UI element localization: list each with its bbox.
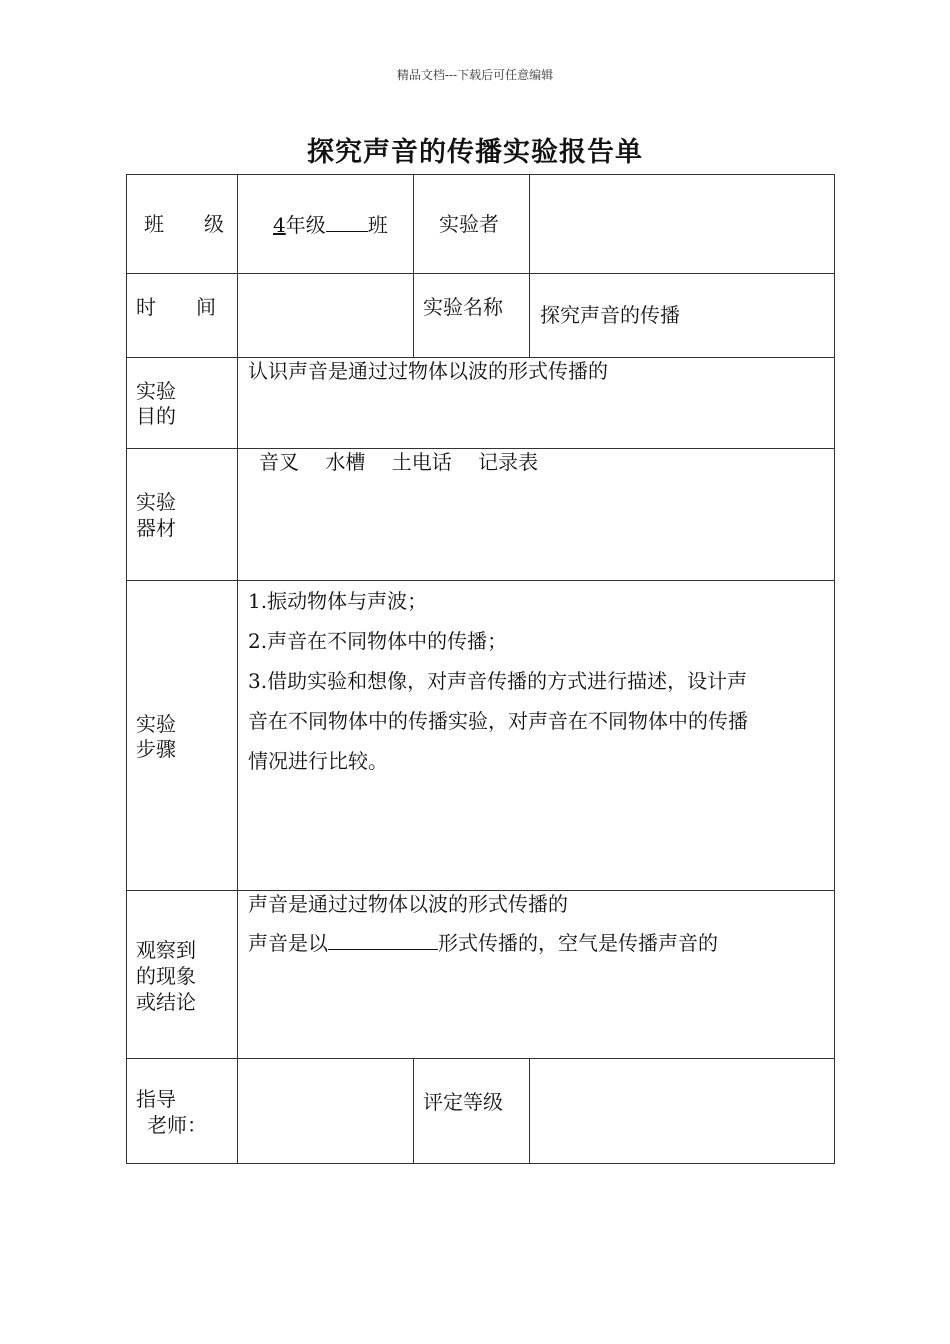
class-blank[interactable] (326, 211, 368, 232)
observation-line2-suffix: 形式传播的，空气是传播声音的 (438, 931, 718, 955)
class-label: 班 级 (144, 212, 224, 236)
document-title: 探究声音的传播实验报告单 (307, 137, 643, 168)
observation-label-line2: 的现象 (136, 964, 196, 988)
experiment-name-value-cell[interactable] (530, 274, 835, 358)
row-teacher (127, 1059, 835, 1164)
experimenter-label-cell (414, 175, 530, 274)
grade-text: 年级 (285, 213, 326, 237)
row-purpose (127, 358, 835, 449)
report-table (126, 174, 835, 1164)
row-steps (127, 581, 835, 891)
purpose-label-line1: 实验 (136, 379, 176, 403)
materials-text: 音叉 水槽 土电话 记录表 (259, 450, 539, 474)
grade-number: 4 (273, 213, 286, 237)
observation-line1: 声音是通过过物体以波的形式传播的 (248, 892, 568, 916)
purpose-label-cell (127, 358, 238, 449)
materials-label-line1: 实验 (136, 490, 176, 514)
class-value (273, 211, 388, 238)
grade-label: 评定等级 (423, 1090, 503, 1114)
experimenter-label: 实验者 (439, 212, 499, 236)
row-observation (127, 891, 835, 1059)
step-line: 音在不同物体中的传播实验，对声音在不同物体中的传播 (248, 709, 748, 733)
grade-label-cell (414, 1059, 530, 1164)
purpose-text: 认识声音是通过过物体以波的形式传播的 (248, 359, 608, 383)
observation-label-cell (127, 891, 238, 1059)
row-materials (127, 449, 835, 581)
step-line: 3.借助实验和想像，对声音传播的方式进行描述，设计声 (248, 669, 748, 693)
grade-value-cell[interactable] (530, 1059, 835, 1164)
experiment-name-label-cell (414, 274, 530, 358)
row-class (127, 175, 835, 274)
row-time (127, 274, 835, 358)
observation-line2 (248, 929, 718, 956)
time-value-cell[interactable] (238, 274, 414, 358)
materials-label-cell (127, 449, 238, 581)
teacher-label-cell (127, 1059, 238, 1164)
experiment-name-label: 实验名称 (423, 295, 503, 319)
steps-label-line1: 实验 (136, 712, 176, 736)
observation-blank[interactable] (328, 929, 438, 950)
teacher-label-line1: 指导 (136, 1087, 176, 1111)
experimenter-value-cell[interactable] (530, 175, 835, 274)
header-note: 精品文档---下载后可任意编辑 (396, 68, 554, 82)
observation-label-line3: 或结论 (136, 990, 196, 1014)
time-label-cell (127, 274, 238, 358)
observation-label-line1: 观察到 (136, 938, 196, 962)
steps-label-line2: 步骤 (136, 737, 176, 761)
step-line: 1.振动物体与声波； (248, 589, 428, 613)
step-line: 2.声音在不同物体中的传播； (248, 629, 508, 653)
steps-label-cell (127, 581, 238, 891)
materials-value-cell[interactable] (238, 449, 835, 581)
class-suffix: 班 (367, 213, 388, 237)
step-line: 情况进行比较。 (248, 749, 388, 773)
purpose-label-line2: 目的 (136, 404, 176, 428)
class-value-cell[interactable] (238, 175, 414, 274)
steps-value-cell[interactable] (238, 581, 835, 891)
purpose-value-cell[interactable] (238, 358, 835, 449)
observation-value-cell[interactable] (238, 891, 835, 1059)
time-label: 时 间 (136, 295, 216, 319)
class-label-cell (127, 175, 238, 274)
experiment-name-value: 探究声音的传播 (540, 303, 680, 327)
teacher-value-cell[interactable] (238, 1059, 414, 1164)
materials-label-line2: 器材 (136, 516, 176, 540)
steps-list (248, 581, 826, 781)
observation-line2-prefix: 声音是以 (248, 931, 328, 955)
teacher-label-line2: 老师： (147, 1113, 207, 1137)
